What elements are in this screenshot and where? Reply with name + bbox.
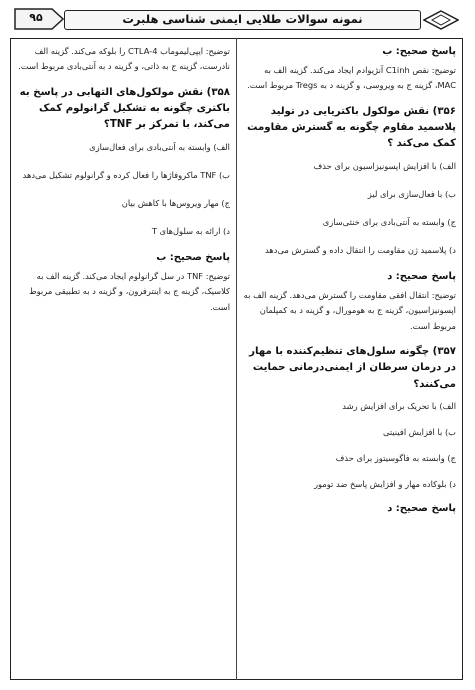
option-356-b: ب) با فعال‌سازی برای لیز — [367, 188, 456, 199]
right-column — [242, 44, 456, 520]
explanation-357: توضیح: ایپی‌لیموماب CTLA-4 را بلوکه می‌کند. گزینه الف نادرست، گزینه ج به ذاتی، و گزینه د به آنتی‌بادی مربوط است. — [18, 46, 230, 72]
page-number-badge — [14, 8, 64, 30]
explanation-358: توضیح: TNF در سل گرانولوم ایجاد می‌کند. گزینه الف به کلاسیک، گزینه ج به اینترفرون، و گزینه د به تطبیقی مربوط است. — [28, 271, 230, 312]
answer-358: پاسخ صحیح: ب — [156, 252, 230, 263]
page-number: ۹۵ — [29, 11, 43, 24]
option-358-c: ج) مهار ویروس‌ها با کاهش بیان — [121, 197, 230, 208]
option-357-b: ب) با افزایش افینیتی — [382, 427, 456, 438]
header-title-bar — [64, 10, 421, 30]
option-356-c: ج) وابسته به آنتی‌بادی برای خنثی‌سازی — [322, 216, 456, 227]
explanation-355: توضیح: نقص C1inh آنژیوادم ایجاد می‌کند. گزینه الف به MAC، گزینه ج به ویروسی، و گزینه د به Tregs مربوط است. — [247, 65, 456, 91]
option-357-d: د) بلوکاده مهار و افزایش پاسخ ضد تومور — [314, 479, 456, 490]
option-358-a: الف) وابسته به آنتی‌بادی برای فعال‌سازی — [89, 141, 230, 152]
page-header — [14, 6, 461, 32]
option-356-a: الف) با افزایش اپسونیزاسیون برای حذف — [313, 160, 456, 171]
option-358-d: د) ارائه به سلول‌های T — [151, 225, 230, 236]
explanation-356: توضیح: انتقال افقی مقاومت را گسترش می‌دهد. گزینه الف به اپسونیزاسیون، گزینه ج به هومورال، و گزینه د به کمپلمان مربوط است. — [243, 290, 456, 331]
answer-357: پاسخ صحیح: د — [387, 503, 456, 515]
column-divider — [236, 38, 237, 680]
question-357: ۳۵۷) چگونه سلول‌های تنظیم‌کننده با مهار در درمان سرطان از ایمنی‌درمانی حمایت می‌کنند؟ — [249, 346, 456, 390]
option-358-b: ب) TNF ماکروفاژها را فعال کرده و گرانولوم تشکیل می‌دهد — [22, 169, 230, 180]
option-357-c: ج) وابسته به فاگوسیتوز برای حذف — [335, 453, 456, 464]
left-column — [14, 44, 230, 325]
answer-355: پاسخ صحیح: ب — [382, 46, 456, 57]
option-356-d: د) پلاسمید ژن مقاومت را انتقال داده و گسترش می‌دهد — [265, 244, 456, 255]
question-358: ۳۵۸) نقش مولکول‌های التهابی در پاسخ به باکتری چگونه به تشکیل گرانولوم کمک می‌کند، با تمرکز بر TNF؟ — [19, 86, 230, 131]
page-title: نمونه سوالات طلایی ایمنی شناسی هلبرت — [122, 12, 363, 26]
option-357-a: الف) با تحریک برای افزایش رشد — [342, 400, 456, 411]
question-356: ۳۵۶) نقش مولکول باکتریایی در تولید پلاسمید مقاوم چگونه به گسترش مقاومت کمک می‌کند ؟ — [247, 105, 456, 150]
diamond-ornament-icon — [423, 10, 459, 30]
answer-356: پاسخ صحیح: د — [387, 271, 456, 282]
